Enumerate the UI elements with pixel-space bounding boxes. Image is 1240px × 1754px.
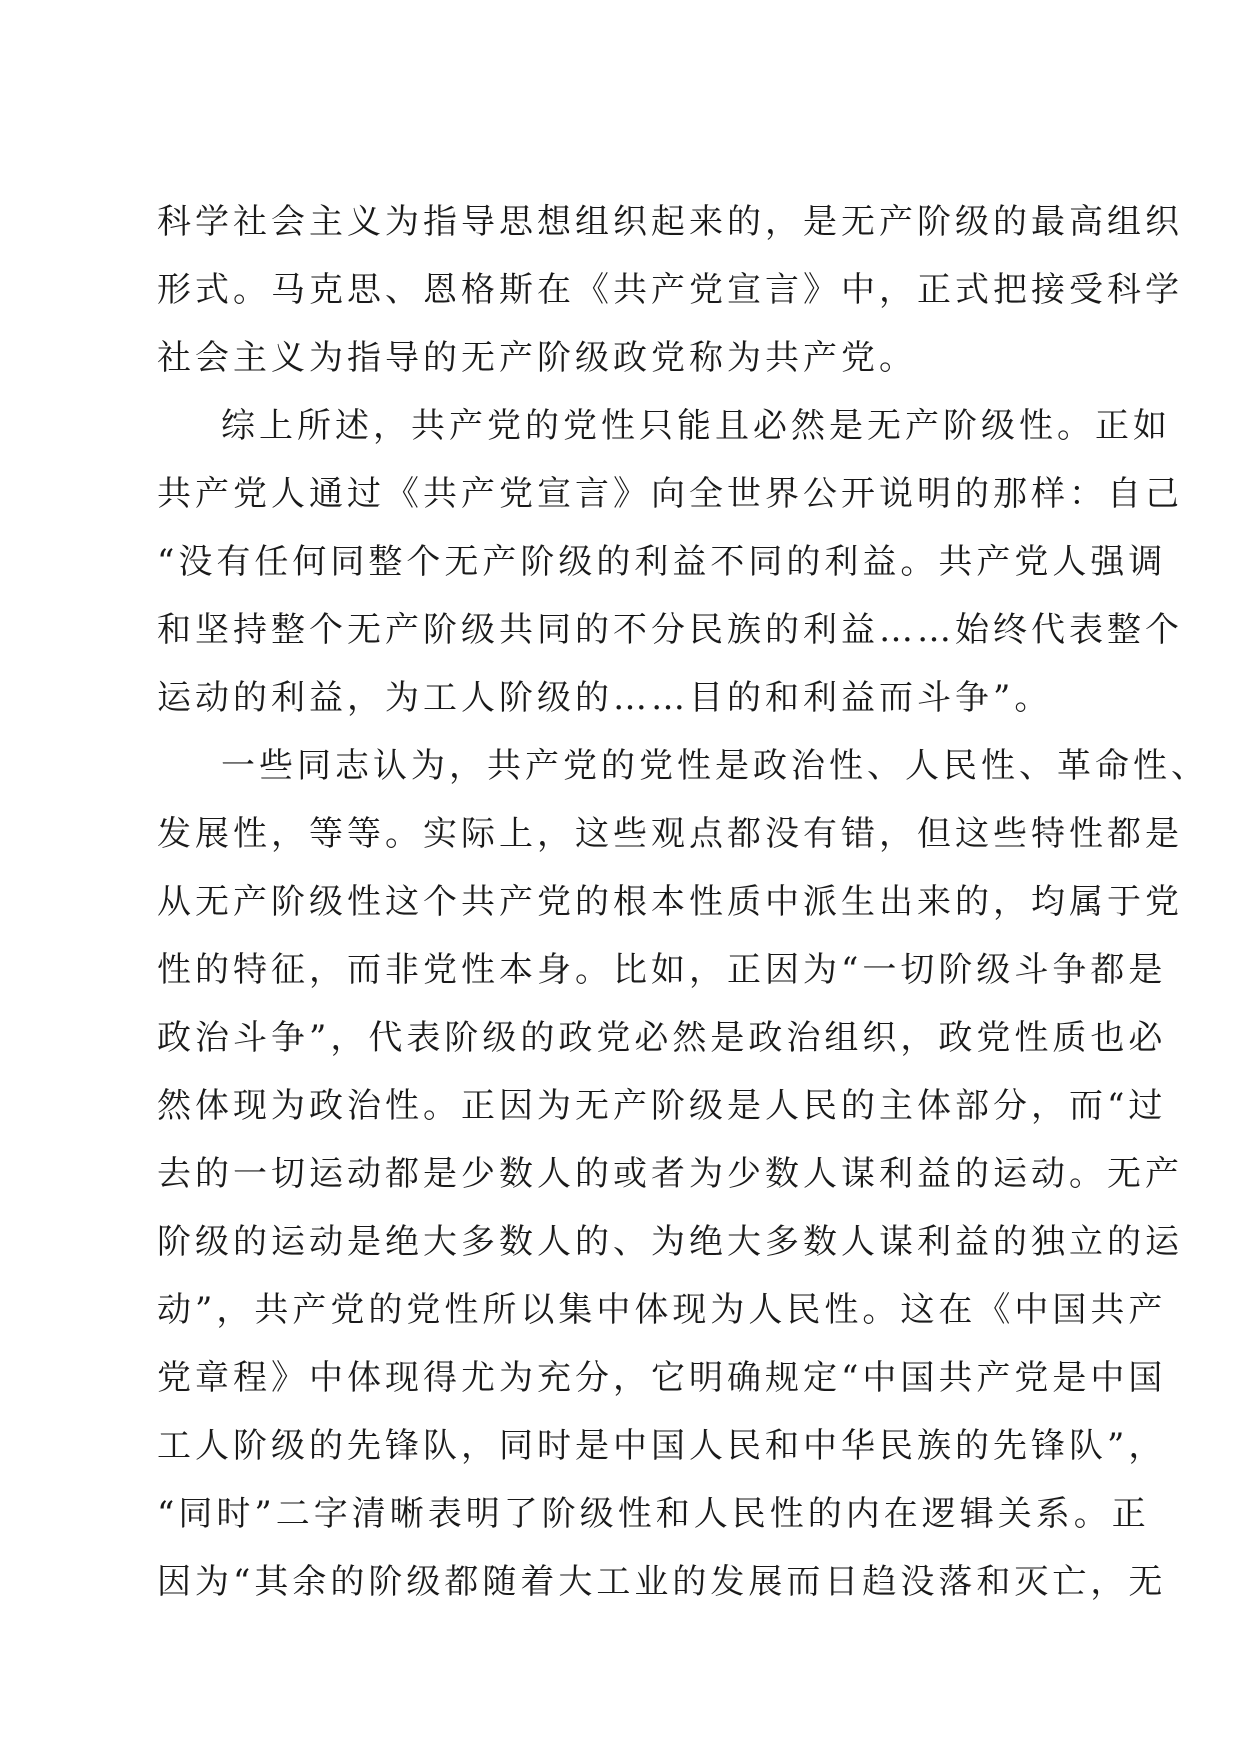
text-line: 共产党人通过《共产党宣言》向全世界公开说明的那样：自己 [157,474,1183,514]
paragraph-first-line: 一些同志认为，共产党的党性是政治性、人民性、革命性、 [221,746,1209,786]
text-line: 从无产阶级性这个共产党的根本性质中派生出来的，均属于党 [157,882,1183,922]
text-line: 去的一切运动都是少数人的或者为少数人谋利益的运动。无产 [157,1154,1183,1194]
text-line: 发展性，等等。实际上，这些观点都没有错，但这些特性都是 [157,814,1183,854]
text-line: 运动的利益，为工人阶级的……目的和利益而斗争”。 [157,678,1053,718]
text-line: 性的特征，而非党性本身。比如，正因为“一切阶级斗争都是 [157,950,1167,990]
text-line: 党章程》中体现得尤为充分，它明确规定“中国共产党是中国 [157,1358,1167,1398]
text-line: 然体现为政治性。正因为无产阶级是人民的主体部分，而“过 [157,1086,1167,1126]
text-line: 形式。马克思、恩格斯在《共产党宣言》中，正式把接受科学 [157,270,1183,310]
paragraph-first-line: 综上所述，共产党的党性只能且必然是无产阶级性。正如 [221,406,1171,446]
text-line: 动”，共产党的党性所以集中体现为人民性。这在《中国共产 [157,1290,1167,1330]
text-line: 和坚持整个无产阶级共同的不分民族的利益……始终代表整个 [157,610,1183,650]
text-line: 政治斗争”，代表阶级的政党必然是政治组织，政党性质也必 [157,1018,1167,1058]
text-line: 科学社会主义为指导思想组织起来的，是无产阶级的最高组织 [157,202,1183,242]
body-text [157,188,1209,1616]
text-line: 工人阶级的先锋队，同时是中国人民和中华民族的先锋队”， [157,1426,1167,1466]
text-line: 因为“其余的阶级都随着大工业的发展而日趋没落和灭亡，无 [157,1562,1167,1602]
text-line: 阶级的运动是绝大多数人的、为绝大多数人谋利益的独立的运 [157,1222,1183,1262]
text-line: 社会主义为指导的无产阶级政党称为共产党。 [157,338,917,378]
text-line: “没有任何同整个无产阶级的利益不同的利益。共产党人强调 [157,542,1167,582]
text-line: “同时”二字清晰表明了阶级性和人民性的内在逻辑关系。正 [157,1494,1150,1534]
